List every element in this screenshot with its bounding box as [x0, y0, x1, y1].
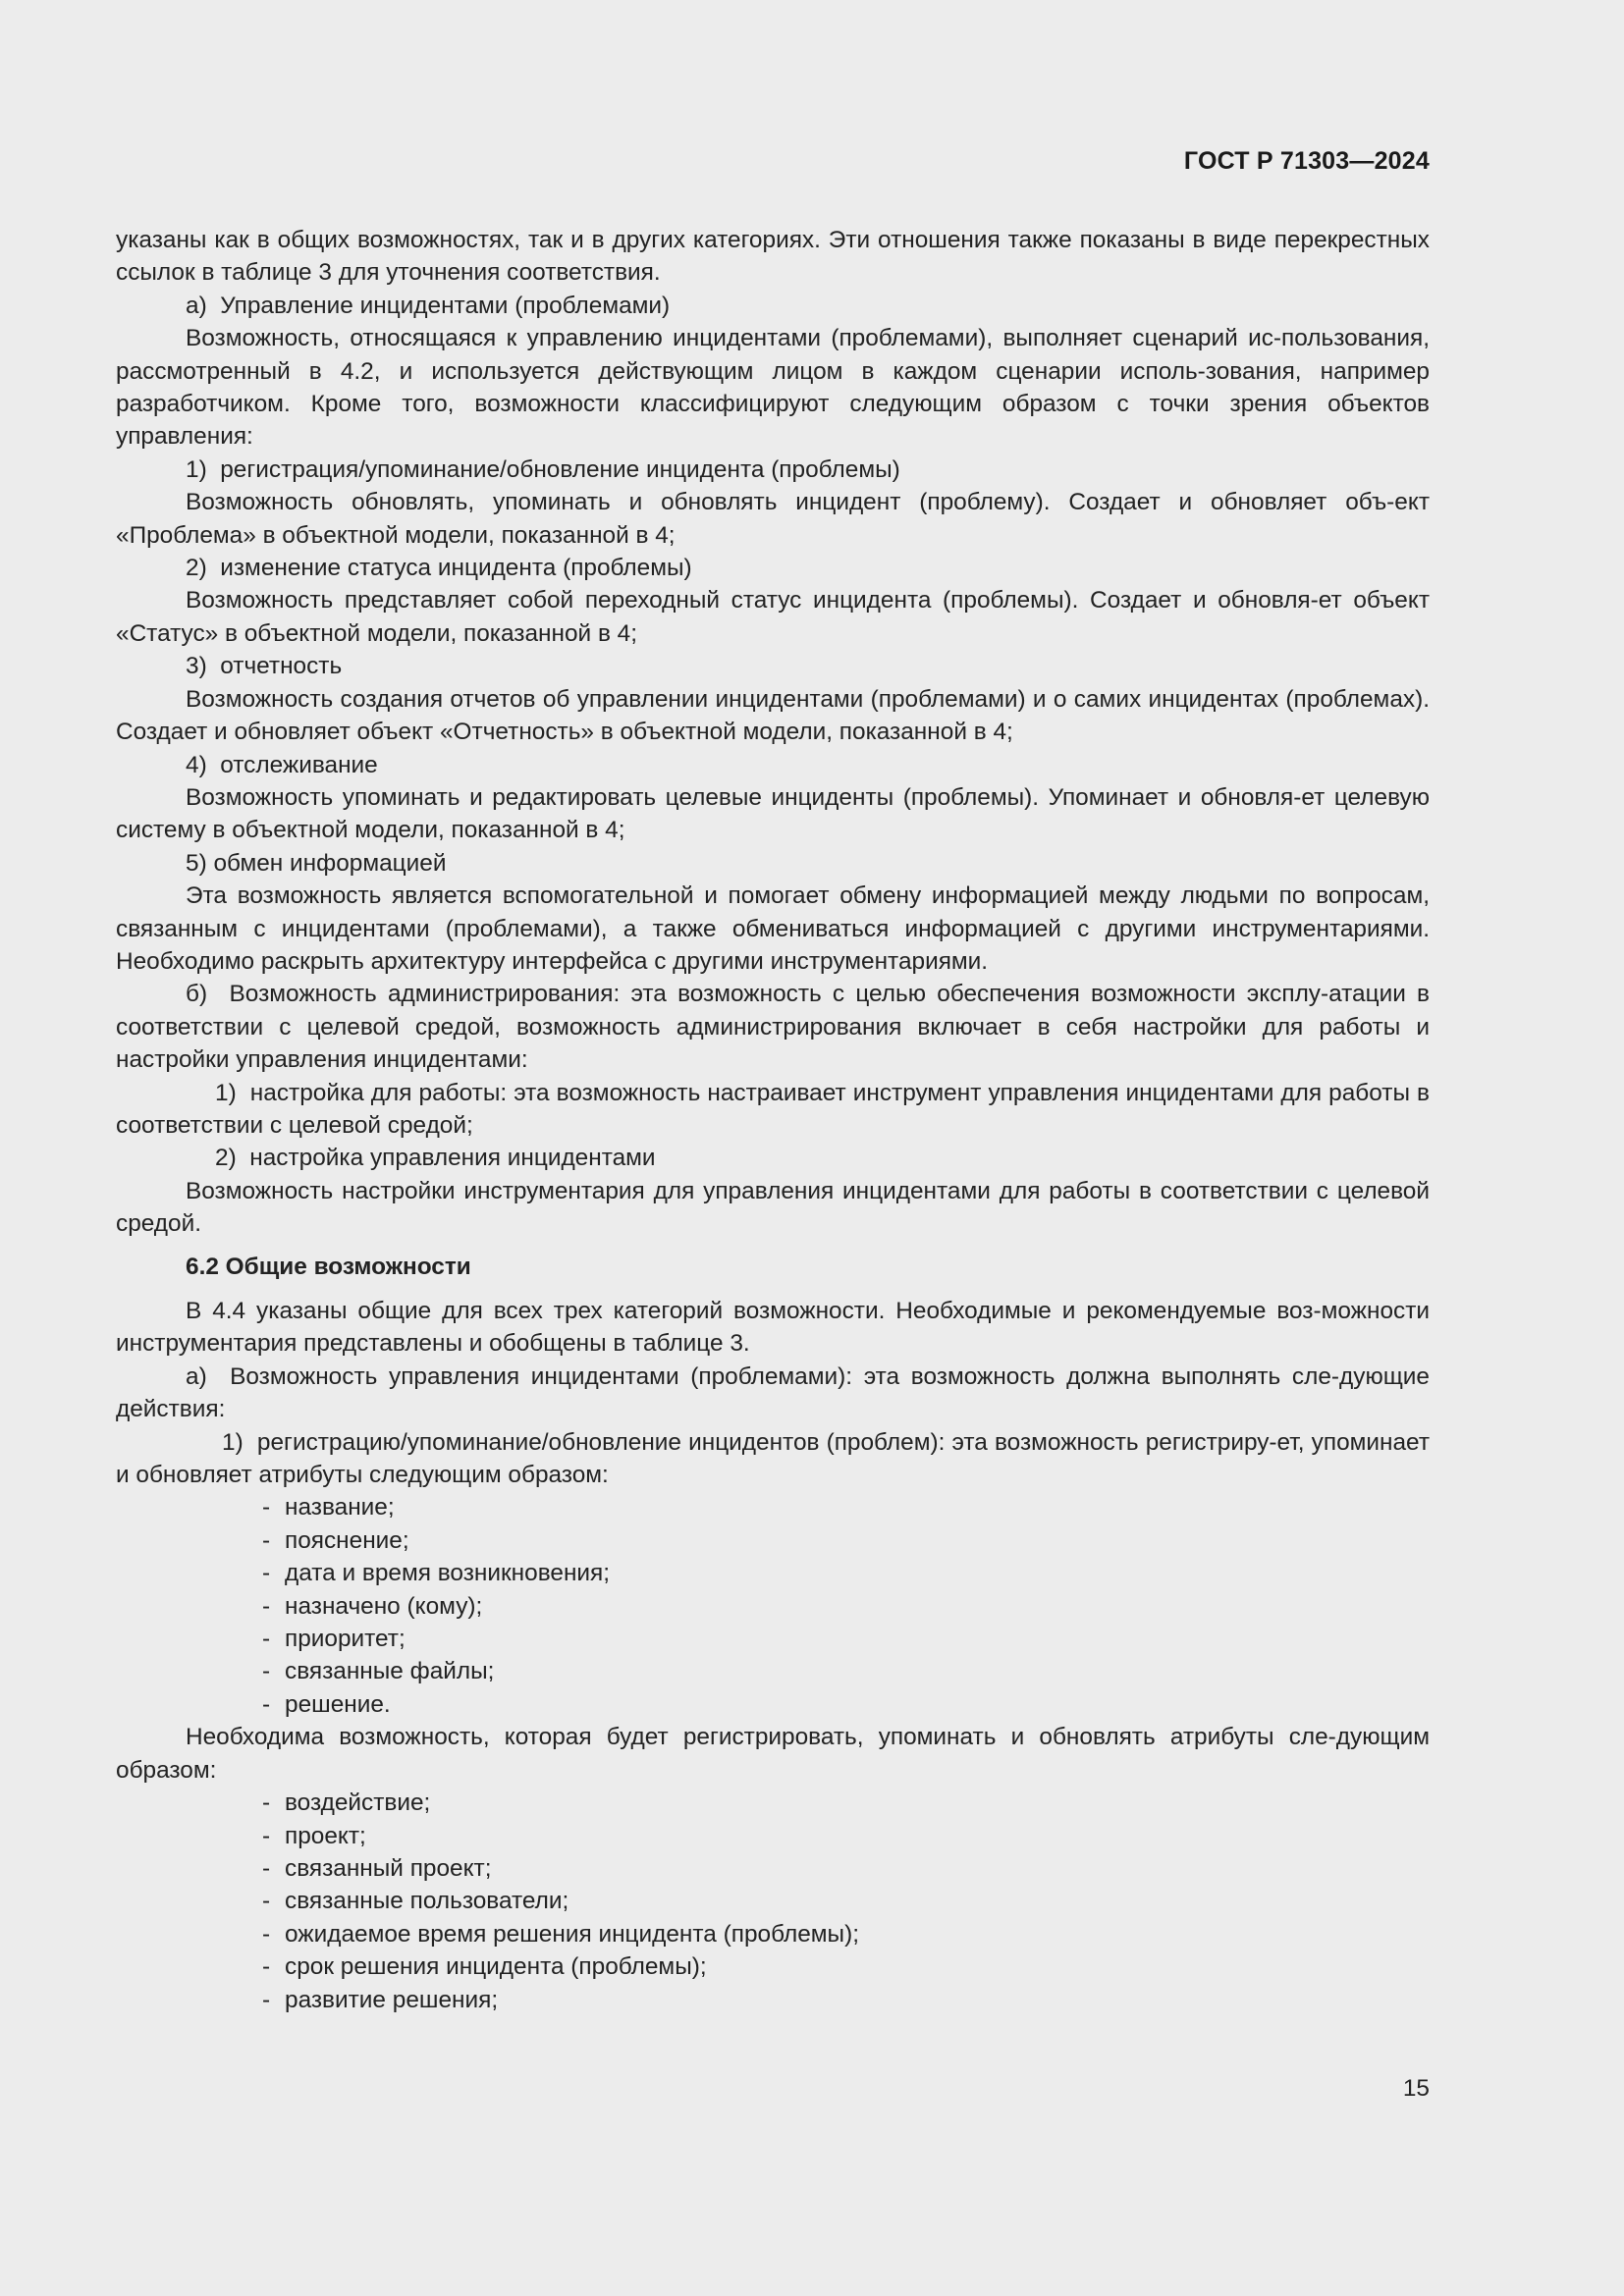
page-body: [116, 224, 1430, 2016]
page-number: 15: [1402, 2075, 1430, 2102]
list-item: - ожидаемое время решения инцидента (проблемы);: [262, 1920, 859, 1948]
section-6-2-intro: В 4.4 указаны общие для всех трех категорий возможности. Необходимые и рекомендуемые воз-можности инструментария представлены и обобщены в таблице 3.: [116, 1298, 1430, 1358]
section-6-2-item-a: а) Возможность управления инцидентами (проблемами): эта возможность должна выполнять сле-дующие действия:: [116, 1362, 1430, 1423]
item-a5-heading: 5) обмен информацией: [186, 849, 447, 877]
list-item: - воздействие;: [262, 1789, 431, 1817]
list-item: - название;: [262, 1494, 395, 1522]
list-item: - проект;: [262, 1822, 366, 1849]
attribute-list-needed: [116, 1787, 1430, 2016]
item-a1-text: Возможность обновлять, упоминать и обновлять инцидент (проблему). Создает и обновляет объ-ект «Проблема» в объектной модели, показанной в 4;: [116, 489, 1430, 549]
item-b2-heading: 2) настройка управления инцидентами: [215, 1145, 656, 1172]
item-a-heading: а) Управление инцидентами (проблемами): [186, 292, 671, 319]
list-item: - решение.: [262, 1690, 391, 1718]
list-item: - связанные файлы;: [262, 1658, 495, 1685]
section-6-2-title: 6.2 Общие возможности: [186, 1253, 471, 1280]
item-a3-text: Возможность создания отчетов об управлении инцидентами (проблемами) и о самих инцидентах (проблемах). Создает и обновляет объект «Отчетность» в объектной модели, показанной в 4;: [116, 685, 1430, 746]
list-item: - срок решения инцидента (проблемы);: [262, 1953, 707, 1981]
list-item: - назначено (кому);: [262, 1592, 483, 1620]
list-item: - связанный проект;: [262, 1854, 492, 1882]
list-item: - развитие решения;: [262, 1986, 499, 2013]
item-b-text: б) Возможность администрирования: эта возможность с целью обеспечения возможности эксплу-атации в соответствии с целевой средой, возможность администрирования включает в себя настройки для работы и настройки управления инцидентами:: [116, 981, 1430, 1074]
item-a4-heading: 4) отслеживание: [186, 751, 378, 778]
item-a3-heading: 3) отчетность: [186, 653, 343, 680]
item-a4-text: Возможность упоминать и редактировать целевые инциденты (проблемы). Упоминает и обновля-ет целевую систему в объектной модели, показанной в 4;: [116, 783, 1430, 844]
item-b2-text: Возможность настройки инструментария для управления инцидентами для работы в соответствии с целевой средой.: [116, 1177, 1430, 1238]
list-item: - дата и время возникновения;: [262, 1560, 611, 1587]
list-item: - пояснение;: [262, 1526, 409, 1554]
section-6-2-item-a1: 1) регистрацию/упоминание/обновление инцидентов (проблем): эта возможность регистриру-ет, упоминает и обновляет атрибуты следующим образом:: [116, 1428, 1430, 1489]
item-a1-heading: 1) регистрация/упоминание/обновление инцидента (проблемы): [186, 455, 900, 483]
item-a2-text: Возможность представляет собой переходный статус инцидента (проблемы). Создает и обновля-ет объект «Статус» в объектной модели, показанной в 4;: [116, 587, 1430, 647]
item-a2-heading: 2) изменение статуса инцидента (проблемы): [186, 555, 692, 582]
paragraph-continuation: указаны как в общих возможностях, так и в других категориях. Эти отношения также показаны в виде перекрестных ссылок в таблице 3 для уточнения соответствия.: [116, 227, 1430, 287]
section-6-2-needed: Необходима возможность, которая будет регистрировать, упоминать и обновлять атрибуты сле-дующим образом:: [116, 1724, 1430, 1784]
standard-header: ГОСТ Р 71303—2024: [1183, 147, 1430, 175]
list-item: - приоритет;: [262, 1626, 406, 1653]
list-item: - связанные пользователи;: [262, 1888, 569, 1915]
attribute-list-required: [116, 1491, 1430, 1721]
item-a5-text: Эта возможность является вспомогательной и помогает обмену информацией между людьми по вопросам, связанным с инцидентами (проблемами), а также обмениваться информацией с другими инструментариями. Необходимо раскрыть архитектуру интерфейса с другими инструментариями.: [116, 882, 1430, 975]
item-b1-text: 1) настройка для работы: эта возможность настраивает инструмент управления инцидентами для работы в соответствии с целевой средой;: [116, 1079, 1430, 1139]
item-a-text: Возможность, относящаяся к управлению инцидентами (проблемами), выполняет сценарий ис-пользования, рассмотренный в 4.2, и используется действующим лицом в каждом сценарии исполь-зования, например разработчиком. Кроме того, возможности классифицируют следующим образом с точки зрения объектов управления:: [116, 325, 1430, 451]
